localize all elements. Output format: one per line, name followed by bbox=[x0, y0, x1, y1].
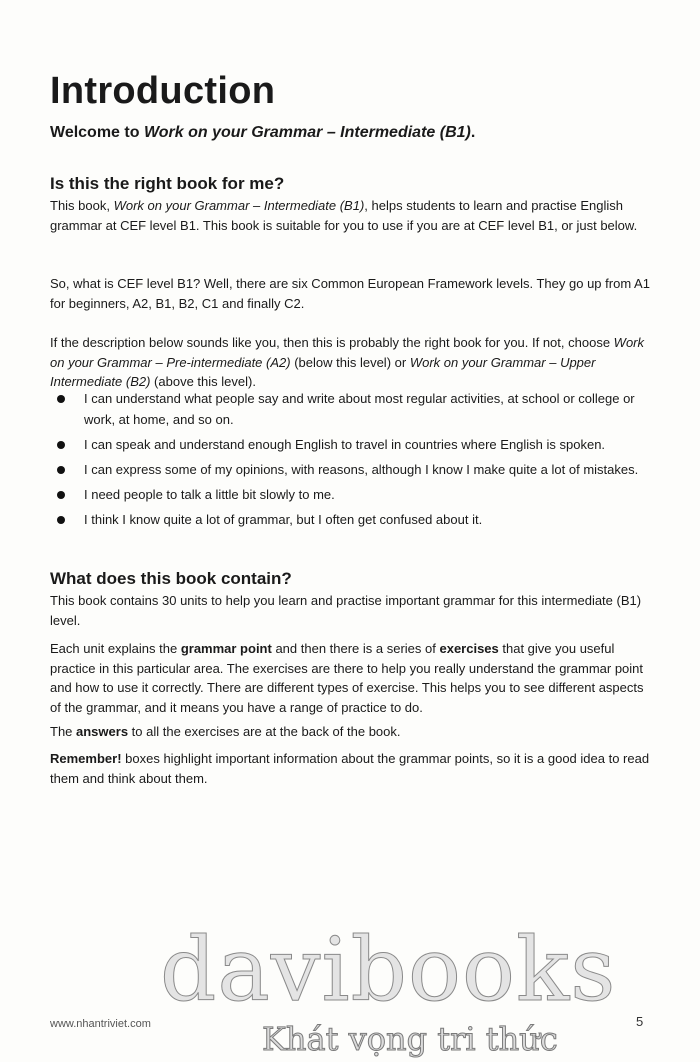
bullet-icon bbox=[57, 441, 65, 449]
paragraph: This book contains 30 units to help you learn and practise important grammar for this intermediate (B1) level. bbox=[50, 593, 642, 628]
subtitle-book-title: Work on your Grammar – Intermediate (B1) bbox=[143, 124, 471, 141]
subtitle-text: Welcome to bbox=[50, 124, 144, 141]
footer-url: www.nhantriviet.com bbox=[50, 1018, 151, 1030]
list-item-text: I can speak and understand enough English to travel in countries where English is spoken. bbox=[84, 437, 606, 452]
list-item-text: I can understand what people say and write about most regular activities, at school or college or work, at home, and so on. bbox=[84, 391, 635, 427]
list-item bbox=[50, 434, 650, 455]
paragraph bbox=[50, 196, 650, 235]
page-number: 5 bbox=[636, 1014, 644, 1029]
list-item bbox=[50, 509, 650, 530]
section-heading-right-book: Is this the right book for me? bbox=[50, 174, 285, 193]
text: (below this level) or bbox=[290, 354, 410, 370]
text: The bbox=[50, 724, 77, 739]
book-title: Work on your Grammar – Upper Intermediate (B2) bbox=[50, 354, 596, 389]
watermark-brand: davibooks bbox=[160, 918, 617, 1021]
subtitle bbox=[50, 124, 475, 142]
paragraph bbox=[50, 333, 650, 392]
bold-text: exercises bbox=[439, 641, 499, 656]
watermark-slogan: Khát vọng tri thức bbox=[262, 1020, 558, 1058]
bullet-icon bbox=[57, 516, 65, 524]
paragraph bbox=[50, 639, 650, 717]
text: and then there is a series of bbox=[271, 641, 440, 656]
bold-text: answers bbox=[76, 724, 129, 739]
list-item-text: I can express some of my opinions, with reasons, although I know I make quite a lot of mistakes. bbox=[84, 462, 639, 477]
bullet-icon bbox=[57, 466, 65, 474]
paragraph bbox=[50, 749, 650, 788]
book-title: Work on your Grammar – Intermediate (B1) bbox=[113, 198, 365, 213]
bold-text: grammar point bbox=[180, 641, 272, 656]
text: This book, bbox=[50, 198, 114, 213]
text: , helps students to learn and practise English grammar at CEF level B1. This book is suitable for you to use if you are at CEF level B1, or just below. bbox=[50, 198, 638, 233]
page-title: Introduction bbox=[50, 70, 276, 112]
list-item bbox=[50, 459, 650, 480]
text: boxes highlight important information about the grammar points, so it is a good idea to read them and think about them. bbox=[50, 751, 650, 786]
list-item-text: I think I know quite a lot of grammar, but I often get confused about it. bbox=[84, 512, 483, 527]
text: to all the exercises are at the back of the book. bbox=[128, 724, 401, 739]
paragraph: So, what is CEF level B1? Well, there are six Common European Framework levels. They go up from A1 for beginners, A2, B1, B2, C1 and finally C2. bbox=[50, 276, 650, 311]
text: If the description below sounds like you, then this is probably the right book for you. If not, choose bbox=[50, 335, 614, 350]
description-list bbox=[50, 388, 650, 534]
text: Each unit explains the bbox=[50, 641, 181, 656]
paragraph bbox=[50, 722, 650, 742]
section-heading-contents: What does this book contain? bbox=[50, 569, 292, 588]
bold-text: Remember! bbox=[50, 751, 122, 766]
text: (above this level). bbox=[150, 374, 256, 389]
book-title: Work on your Grammar – Pre-intermediate (A2) bbox=[50, 335, 645, 370]
subtitle-period: . bbox=[470, 124, 476, 141]
text: that give you useful practice in this particular area. The exercises are there to help you really understand the grammar point and how to use it correctly. There are different types of exercise. This helps you to see different aspects of the grammar, and it means you have a range of practice to do. bbox=[50, 641, 644, 715]
list-item bbox=[50, 388, 650, 430]
bullet-icon bbox=[57, 395, 65, 403]
list-item bbox=[50, 484, 650, 505]
bullet-icon bbox=[57, 491, 65, 499]
list-item-text: I need people to talk a little bit slowly to me. bbox=[84, 487, 335, 502]
